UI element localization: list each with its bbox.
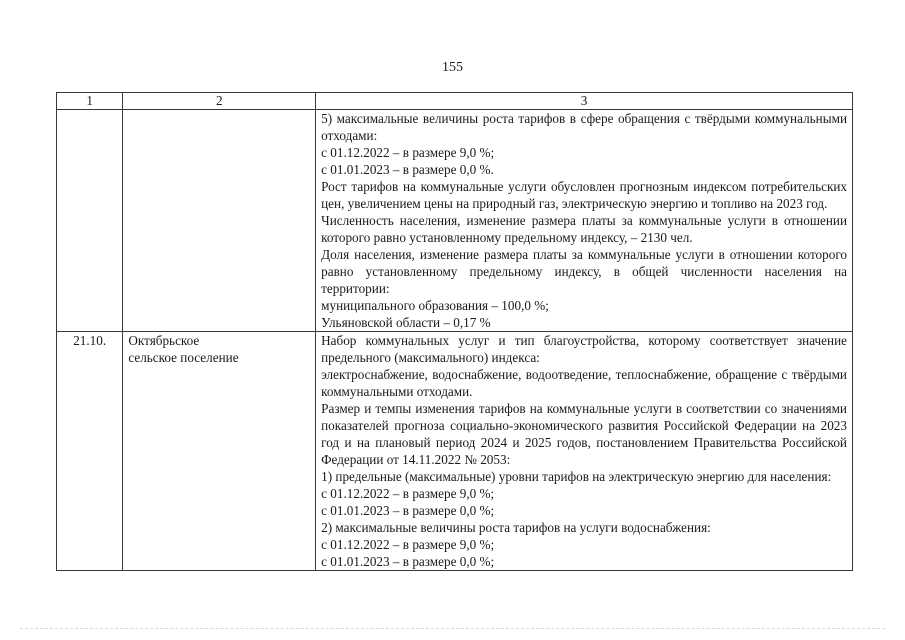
paragraph: Ульяновской области – 0,17 % <box>321 315 491 330</box>
document-table <box>56 92 853 571</box>
table-row <box>57 332 853 571</box>
paragraph: Рост тарифов на коммунальные услуги обусловлен прогнозным индексом потребительских цен, увеличением цены на природный газ, электрическую энергию и топливо на 2023 год. <box>321 179 847 211</box>
row-number <box>57 110 123 332</box>
header-col-3: 3 <box>316 93 853 110</box>
paragraph: с 01.01.2023 – в размере 0,0 %. <box>321 162 494 177</box>
header-col-1: 1 <box>57 93 123 110</box>
paragraph: 5) максимальные величины роста тарифов в сфере обращения с твёрдыми коммунальными отходами: <box>321 111 847 143</box>
scan-edge-line <box>20 628 885 630</box>
row-name-line: сельское поселение <box>128 350 239 365</box>
paragraph: Набор коммунальных услуг и тип благоустройства, которому соответствует значение предельного (максимального) индекса: <box>321 333 847 365</box>
paragraph: 1) предельные (максимальные) уровни тарифов на электрическую энергию для населения: <box>321 469 832 484</box>
table-header-row <box>57 93 853 110</box>
paragraph: Численность населения, изменение размера платы за коммунальные услуги в отношении которого равно установленному предельному индексу, – 2130 чел. <box>321 213 847 245</box>
paragraph: с 01.12.2022 – в размере 9,0 %; <box>321 486 495 501</box>
row-name <box>123 110 316 332</box>
table-row <box>57 110 853 332</box>
header-col-2: 2 <box>123 93 316 110</box>
row-name-line: Октябрьское <box>128 333 200 348</box>
row-content <box>316 332 853 571</box>
paragraph: Доля населения, изменение размера платы за коммунальные услуги в отношении которого равно установленному предельному индексу, в общей численности населения на территории: <box>321 247 847 296</box>
row-name <box>123 332 316 571</box>
paragraph: Размер и темпы изменения тарифов на коммунальные услуги в соответствии со значениями показателей прогноза социально-экономического развития Российской Федерации на 2023 год и на плановый период 2024 и 2025 годов, постановлением Правительства Российской Федерации от 14.11.2022 № 2053: <box>321 401 847 467</box>
paragraph: 2) максимальные величины роста тарифов на услуги водоснабжения: <box>321 520 711 535</box>
paragraph: с 01.01.2023 – в размере 0,0 %; <box>321 503 495 518</box>
page-number: 155 <box>442 60 463 75</box>
row-number: 21.10. <box>57 332 123 571</box>
paragraph: с 01.12.2022 – в размере 9,0 %; <box>321 537 495 552</box>
paragraph: с 01.12.2022 – в размере 9,0 %; <box>321 145 495 160</box>
paragraph: с 01.01.2023 – в размере 0,0 %; <box>321 554 495 569</box>
row-content <box>316 110 853 332</box>
paragraph: электроснабжение, водоснабжение, водоотведение, теплоснабжение, обращение с твёрдыми коммунальными отходами. <box>321 367 847 399</box>
paragraph: муниципального образования – 100,0 %; <box>321 298 549 313</box>
